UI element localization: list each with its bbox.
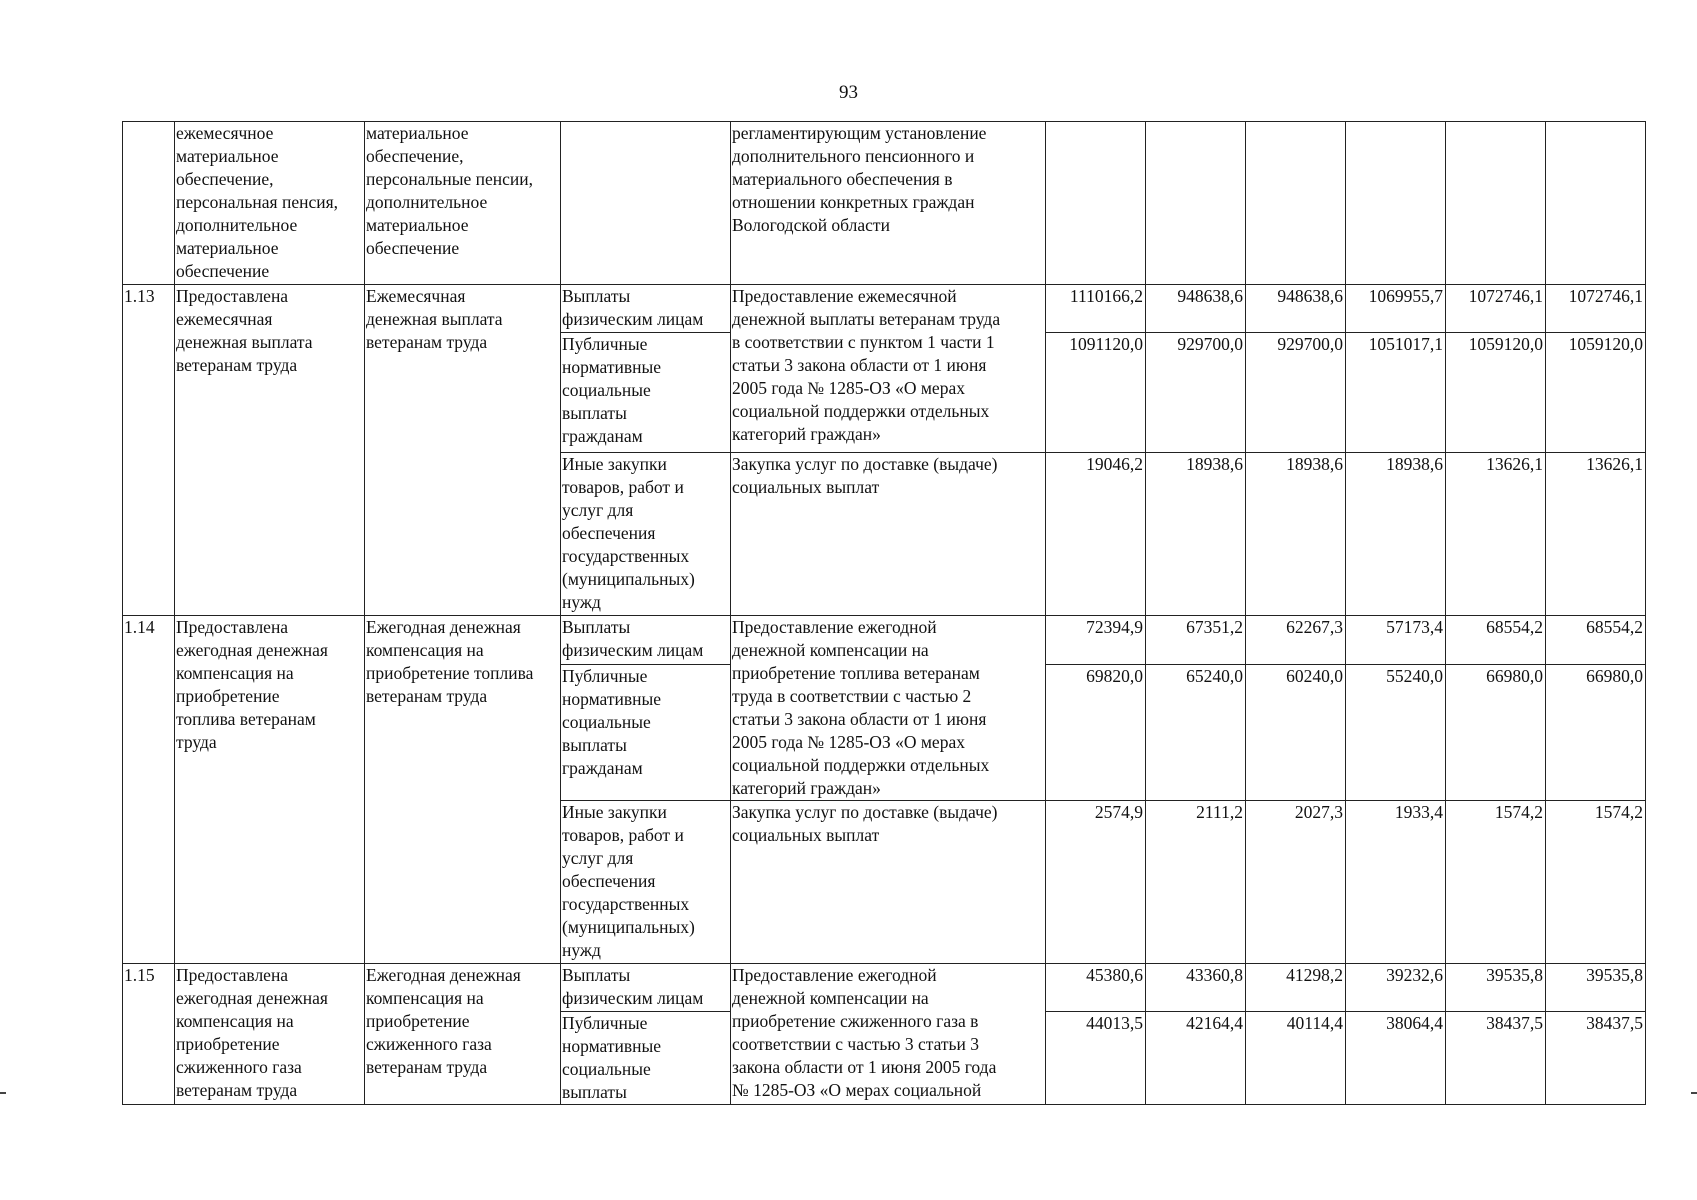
value-cell: 1051017,1: [1346, 333, 1446, 453]
row-index: 1.15: [123, 964, 175, 1105]
value-cell: 38437,5: [1446, 1012, 1546, 1105]
value-cell: [1046, 122, 1146, 285]
description-cell: регламентирующим установление дополнительного пенсионного и материального обеспечения в отношении конкретных граждан Вологодской области: [731, 122, 1046, 285]
value-cell: 40114,4: [1246, 1012, 1346, 1105]
right-edge-mark: [1691, 1092, 1697, 1094]
expense-type-cell: [561, 122, 731, 285]
expense-type-cell: Выплаты физическим лицам: [561, 616, 731, 665]
value-cell: [1446, 122, 1546, 285]
page-number: 93: [839, 82, 858, 103]
value-cell: 948638,6: [1146, 285, 1246, 333]
description-cell: Предоставление ежегодной денежной компенсации на приобретение топлива ветеранам труда в соответствии с частью 2 статьи 3 закона области от 1 июня 2005 года № 1285-ОЗ «О мерах социальной поддержки отдельных категорий граждан»: [731, 616, 1046, 801]
table-row: [123, 964, 1646, 1012]
description-cell: Закупка услуг по доставке (выдаче) социальных выплат: [731, 453, 1046, 616]
value-cell: [1146, 122, 1246, 285]
expense-type-cell: Выплаты физическим лицам: [561, 285, 731, 333]
value-cell: 72394,9: [1046, 616, 1146, 665]
value-cell: 65240,0: [1146, 664, 1246, 800]
value-cell: [1246, 122, 1346, 285]
value-cell: 1059120,0: [1546, 333, 1646, 453]
value-cell: 68554,2: [1546, 616, 1646, 665]
row-index: 1.13: [123, 285, 175, 616]
row-index: 1.14: [123, 616, 175, 964]
expense-type-cell: Иные закупки товаров, работ и услуг для обеспечения государственных (муниципальных) нужд: [561, 801, 731, 964]
value-cell: 929700,0: [1246, 333, 1346, 453]
value-cell: 60240,0: [1246, 664, 1346, 800]
value-cell: 13626,1: [1446, 453, 1546, 616]
value-cell: 19046,2: [1046, 453, 1146, 616]
value-cell: 44013,5: [1046, 1012, 1146, 1105]
expense-type-cell: Публичные нормативные социальные выплаты гражданам: [561, 664, 731, 800]
value-cell: 67351,2: [1146, 616, 1246, 665]
value-cell: 1574,2: [1546, 801, 1646, 964]
expense-type-cell: Выплаты физическим лицам: [561, 964, 731, 1012]
measure-cell: материальное обеспечение, персональные пенсии, дополнительное материальное обеспечение: [365, 122, 561, 285]
measure-cell: Ежемесячная денежная выплата ветеранам труда: [365, 285, 561, 616]
value-cell: 45380,6: [1046, 964, 1146, 1012]
value-cell: 66980,0: [1546, 664, 1646, 800]
value-cell: 43360,8: [1146, 964, 1246, 1012]
value-cell: 2027,3: [1246, 801, 1346, 964]
expense-type-cell: Публичные нормативные социальные выплаты гражданам: [561, 333, 731, 453]
value-cell: 62267,3: [1246, 616, 1346, 665]
value-cell: 1072746,1: [1446, 285, 1546, 333]
description-cell: Предоставление ежемесячной денежной выплаты ветеранам труда в соответствии с пунктом 1 части 1 статьи 3 закона области от 1 июня 2005 года № 1285-ОЗ «О мерах социальной поддержки отдельных категорий граждан»: [731, 285, 1046, 453]
table-row-continuation: [123, 122, 1646, 285]
table-row: [123, 285, 1646, 333]
description-cell: Предоставление ежегодной денежной компенсации на приобретение сжиженного газа в соответствии с частью 3 статьи 3 закона области от 1 июня 2005 года № 1285-ОЗ «О мерах социальной: [731, 964, 1046, 1105]
value-cell: 2111,2: [1146, 801, 1246, 964]
result-cell: ежемесячное материальное обеспечение, персональная пенсия, дополнительное материальное обеспечение: [175, 122, 365, 285]
value-cell: 1574,2: [1446, 801, 1546, 964]
value-cell: 18938,6: [1346, 453, 1446, 616]
value-cell: 41298,2: [1246, 964, 1346, 1012]
value-cell: [1346, 122, 1446, 285]
value-cell: 66980,0: [1446, 664, 1546, 800]
budget-table: [122, 121, 1646, 1105]
value-cell: 69820,0: [1046, 664, 1146, 800]
value-cell: 18938,6: [1146, 453, 1246, 616]
value-cell: [1546, 122, 1646, 285]
value-cell: 55240,0: [1346, 664, 1446, 800]
value-cell: 1933,4: [1346, 801, 1446, 964]
measure-cell: Ежегодная денежная компенсация на приобретение сжиженного газа ветеранам труда: [365, 964, 561, 1105]
left-edge-mark: [0, 1092, 6, 1094]
value-cell: 57173,4: [1346, 616, 1446, 665]
expense-type-cell: Иные закупки товаров, работ и услуг для обеспечения государственных (муниципальных) нужд: [561, 453, 731, 616]
value-cell: 13626,1: [1546, 453, 1646, 616]
value-cell: 18938,6: [1246, 453, 1346, 616]
value-cell: 68554,2: [1446, 616, 1546, 665]
index-cell: [123, 122, 175, 285]
result-cell: Предоставлена ежегодная денежная компенсация на приобретение сжиженного газа ветеранам труда: [175, 964, 365, 1105]
value-cell: 1069955,7: [1346, 285, 1446, 333]
value-cell: 39232,6: [1346, 964, 1446, 1012]
value-cell: 948638,6: [1246, 285, 1346, 333]
measure-cell: Ежегодная денежная компенсация на приобретение топлива ветеранам труда: [365, 616, 561, 964]
value-cell: 1110166,2: [1046, 285, 1146, 333]
expense-type-cell: Публичные нормативные социальные выплаты: [561, 1012, 731, 1105]
value-cell: 38437,5: [1546, 1012, 1646, 1105]
value-cell: 39535,8: [1546, 964, 1646, 1012]
table-row: [123, 616, 1646, 665]
value-cell: 39535,8: [1446, 964, 1546, 1012]
result-cell: Предоставлена ежегодная денежная компенсация на приобретение топлива ветеранам труда: [175, 616, 365, 964]
value-cell: 1091120,0: [1046, 333, 1146, 453]
value-cell: 929700,0: [1146, 333, 1246, 453]
value-cell: 2574,9: [1046, 801, 1146, 964]
value-cell: 1059120,0: [1446, 333, 1546, 453]
value-cell: 42164,4: [1146, 1012, 1246, 1105]
description-cell: Закупка услуг по доставке (выдаче) социальных выплат: [731, 801, 1046, 964]
result-cell: Предоставлена ежемесячная денежная выплата ветеранам труда: [175, 285, 365, 616]
value-cell: 1072746,1: [1546, 285, 1646, 333]
value-cell: 38064,4: [1346, 1012, 1446, 1105]
